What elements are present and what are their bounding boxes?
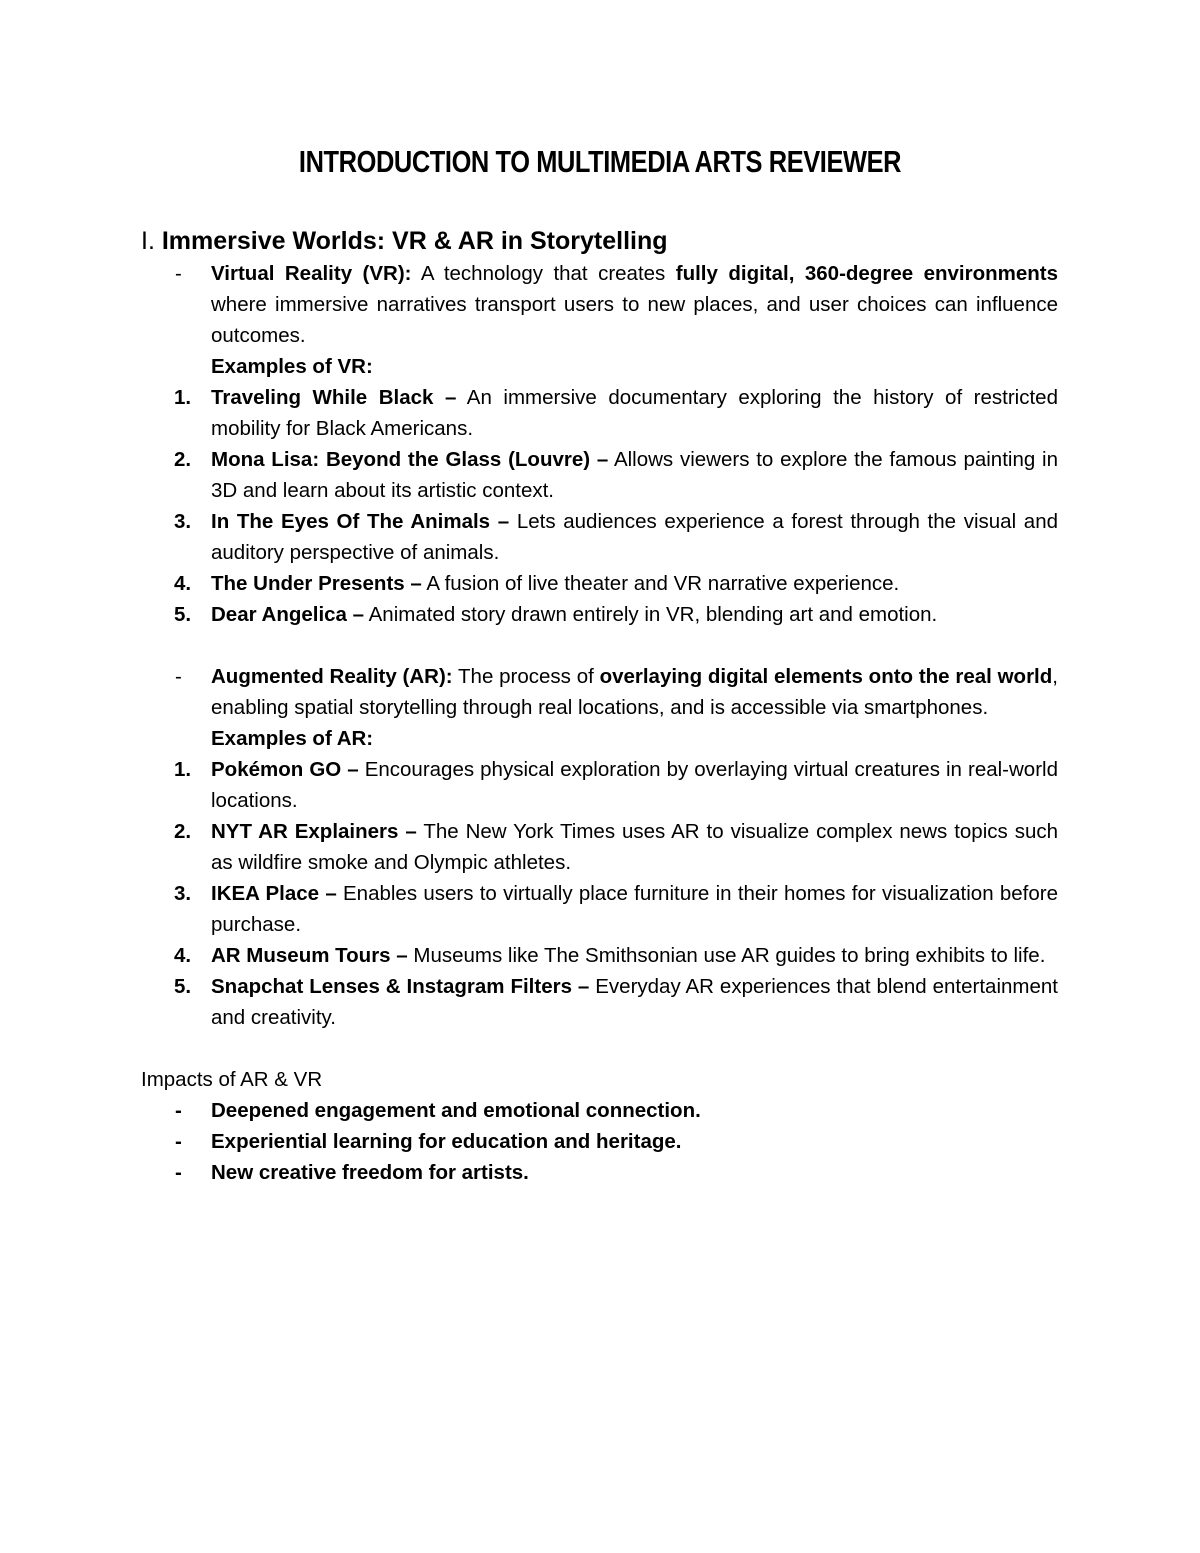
example-name: IKEA Place – [211, 882, 337, 905]
example-desc: Museums like The Smithsonian use AR guides to bring exhibits to life. [407, 944, 1046, 967]
document-title: INTRODUCTION TO MULTIMEDIA ARTS REVIEWER [298, 144, 902, 179]
example-name: Traveling While Black – [211, 386, 457, 409]
list-number: 1. [174, 386, 192, 409]
bullet-dash: - [175, 262, 182, 285]
list-number: 5. [174, 975, 192, 998]
blank-line [141, 630, 1058, 661]
impacts-heading: Impacts of AR & VR [141, 1068, 323, 1091]
impact-text: Experiential learning for education and heritage. [211, 1130, 682, 1153]
list-item [141, 382, 1058, 444]
example-desc: A fusion of live theater and VR narrative experience. [421, 572, 900, 595]
bullet-dash: - [175, 665, 182, 688]
vr-definition [141, 258, 1058, 351]
blank-line [141, 1033, 1058, 1064]
ar-definition [141, 661, 1058, 723]
list-number: 3. [174, 510, 192, 533]
example-name: NYT AR Explainers – [211, 820, 417, 843]
example-name: Dear Angelica – [211, 603, 365, 626]
list-item [141, 878, 1058, 940]
list-number: 1. [174, 758, 192, 781]
ar-desc-bold: overlaying digital elements onto the real world [599, 665, 1053, 688]
example-name: Mona Lisa: Beyond the Glass (Louvre) – [211, 448, 609, 471]
example-desc: Lets audiences experience a forest through the visual and auditory perspective of animals. [211, 510, 1058, 564]
list-item [141, 599, 1058, 630]
section-title: Immersive Worlds: VR & AR in Storytelling [161, 227, 668, 255]
list-item [141, 816, 1058, 878]
example-desc: The New York Times uses AR to visualize complex news topics such as wildfire smoke and Olympic athletes. [211, 820, 1058, 874]
list-item [141, 568, 1058, 599]
vr-desc-part-1: A technology that creates [411, 262, 676, 285]
list-number: 2. [174, 820, 192, 843]
list-number: 5. [174, 603, 192, 626]
example-desc: Allows viewers to explore the famous painting in 3D and learn about its artistic context. [211, 448, 1059, 502]
vr-examples-label: Examples of VR: [211, 355, 373, 378]
example-desc: An immersive documentary exploring the history of restricted mobility for Black Americans. [211, 386, 1058, 440]
list-number: 2. [174, 448, 192, 471]
example-name: The Under Presents – [211, 572, 422, 595]
bullet-dash: - [175, 1130, 182, 1153]
example-desc: Encourages physical exploration by overlaying virtual creatures in real-world locations. [211, 758, 1058, 812]
list-item [141, 940, 1058, 971]
list-item [141, 444, 1058, 506]
vr-desc-part-2: where immersive narratives transport users to new places, and user choices can influence outcomes. [211, 293, 1058, 347]
ar-desc-part-2: , enabling spatial storytelling through real locations, and is accessible via smartphones. [211, 665, 1058, 719]
example-name: Snapchat Lenses & Instagram Filters – [211, 975, 590, 998]
vr-term: Virtual Reality (VR): [211, 262, 412, 285]
list-item [141, 754, 1058, 816]
impact-item [141, 1157, 1058, 1188]
document-body [141, 224, 1058, 1188]
example-desc: Everyday AR experiences that blend entertainment and creativity. [211, 975, 1058, 1029]
section-heading [141, 224, 1058, 258]
ar-term: Augmented Reality (AR): [211, 665, 453, 688]
example-name: Pokémon GO – [211, 758, 359, 781]
ar-desc-part-1: The process of [452, 665, 600, 688]
vr-desc-bold: fully digital, 360-degree environments [675, 262, 1058, 285]
example-name: In The Eyes Of The Animals – [211, 510, 510, 533]
list-item [141, 971, 1058, 1033]
list-number: 4. [174, 944, 192, 967]
impact-item [141, 1095, 1058, 1126]
bullet-dash: - [175, 1161, 182, 1184]
list-item [141, 506, 1058, 568]
list-number: 3. [174, 882, 192, 905]
example-desc: Enables users to virtually place furniture in their homes for visualization before purchase. [211, 882, 1059, 936]
impact-item [141, 1126, 1058, 1157]
section-number: I. [141, 227, 155, 255]
bullet-dash: - [175, 1099, 182, 1122]
impact-text: Deepened engagement and emotional connection. [211, 1099, 701, 1122]
ar-examples-label: Examples of AR: [211, 727, 374, 750]
list-number: 4. [174, 572, 192, 595]
example-name: AR Museum Tours – [211, 944, 408, 967]
example-desc: Animated story drawn entirely in VR, blending art and emotion. [364, 603, 938, 626]
impact-text: New creative freedom for artists. [211, 1161, 529, 1184]
